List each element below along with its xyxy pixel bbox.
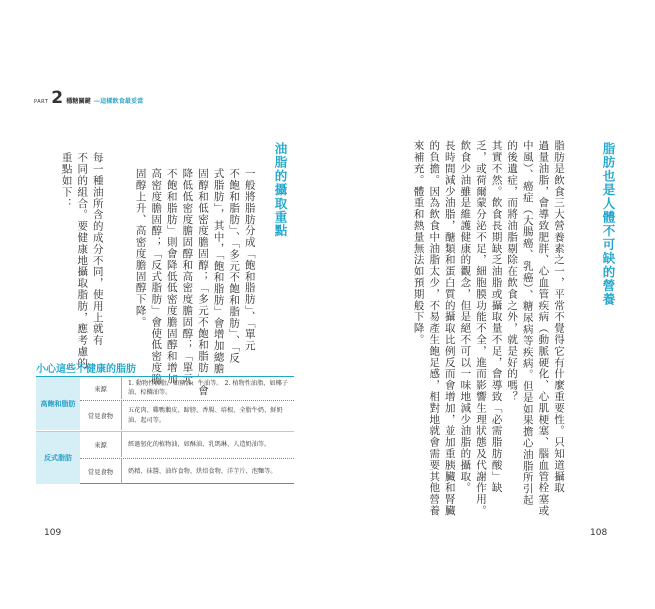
table-category-trans: 反式脂肪	[36, 432, 80, 484]
text-line: 高密度膽固醇；「反式脂肪」會使低密度膽	[150, 168, 163, 385]
text-line: 不飽和脂肪」則會降低低密度膽固醇和增加	[165, 168, 178, 385]
table-label-foods: 常見食物	[80, 459, 122, 484]
table-label-source: 來源	[80, 377, 122, 399]
part-word: PART	[34, 99, 49, 105]
page-number-left: 109	[44, 528, 62, 538]
table-label-foods: 常見食物	[80, 401, 122, 430]
part-title: 穩糖關鍵	[66, 98, 91, 105]
table-title: 小心這些不健康的脂肪	[36, 364, 136, 375]
running-header	[34, 90, 143, 107]
text-line: 固醇和低密度膽固醇；「多元不飽和脂肪」會	[196, 168, 209, 396]
right-page	[328, 0, 655, 609]
text-line: 飲食少油雖是維護健康的觀念，但是絕不可以一味地減少油脂的攝取。	[459, 140, 472, 494]
text-line: 長時間減少油脂，醣類和蛋白質的攝取比例反而會增加，並加重胰臟和腎臟	[443, 140, 456, 517]
text-line: 過量油脂，會導致肥胖、心血管疾病（動脈硬化、心肌梗塞、腦血管栓塞或	[537, 140, 550, 517]
text-line: 的負擔。因為飲食中油脂太少，不易產生飽足感，相對地就會需要其他營養	[428, 140, 441, 517]
text-line: 固醇上升、高密度膽固醇下降。	[134, 168, 147, 328]
left-page	[0, 0, 327, 609]
text-line: 其實不然。飲食長期缺乏油脂或攝取量不足，會導致「必需脂肪酸」缺	[490, 140, 503, 494]
text-line: 一般將脂肪分成「飽和脂肪」、「單元	[243, 168, 256, 352]
text-line: 重點如下：	[60, 152, 73, 209]
table-value-source: 1. 動物性油脂，如豬油、牛油等。 2. 植物性油脂，如椰子油、棕櫚油等。	[128, 379, 289, 396]
section-title-left: 油脂的攝取重點	[273, 142, 288, 238]
text-line: 式脂肪」，其中，「飽和脂肪」會增加總膽	[212, 168, 225, 375]
text-line: 脂肪是飲食三大營養素之一，平常不覺得它有什麼重要性。只知道攝取	[552, 140, 565, 494]
table-label-source: 來源	[80, 432, 122, 457]
text-line: 不同的組合。要健康地攝取脂肪，應考慮的	[76, 152, 89, 369]
text-line: 的後遺症，而將油脂剔除在飲食之外，就是好的嗎？	[506, 140, 519, 403]
text-line: 不飽和脂肪」、「多元不飽和脂肪」、「反	[228, 168, 241, 364]
fat-table	[36, 376, 294, 484]
part-number: 2	[51, 88, 64, 108]
table-category-saturated: 高飽和脂肪	[36, 377, 80, 430]
section-title-right: 脂肪也是人體不可缺的營養	[601, 142, 616, 307]
left-paragraph-2	[58, 152, 105, 369]
text-line: 中風）、癌症（大腸癌、乳癌）、糖尿病等疾病。但是如果擔心油脂所引起	[521, 140, 534, 506]
table-value-foods: 五花肉、雞鴨鵝皮、蹄膀、香腸、培根、全脂牛奶、鮮奶油、起司等。	[128, 407, 283, 424]
right-body	[410, 140, 566, 517]
text-line: 來補充。體重和熱量無法如預期般下降。	[412, 140, 425, 346]
page-number-right: 108	[590, 528, 608, 538]
table-value-source: 經過氫化的植物油，如酥油、乳瑪琳、人造奶油等。	[128, 440, 271, 448]
text-line: 乏，或荷爾蒙分泌不足，細胞膜功能不全，進而影響生理狀態及代謝作用。	[474, 140, 487, 517]
part-subtitle: —這樣飲食最妥當	[93, 98, 144, 105]
text-line: 每一種油所含的成分不同，使用上就有	[91, 152, 104, 346]
text-line: 降低低密度膽固醇和高密度膽固醇；「單元	[181, 168, 194, 385]
table-value-foods: 奶精、抹醬、油炸食物、烘焙食物、洋芋片、泡麵等。	[128, 467, 277, 475]
